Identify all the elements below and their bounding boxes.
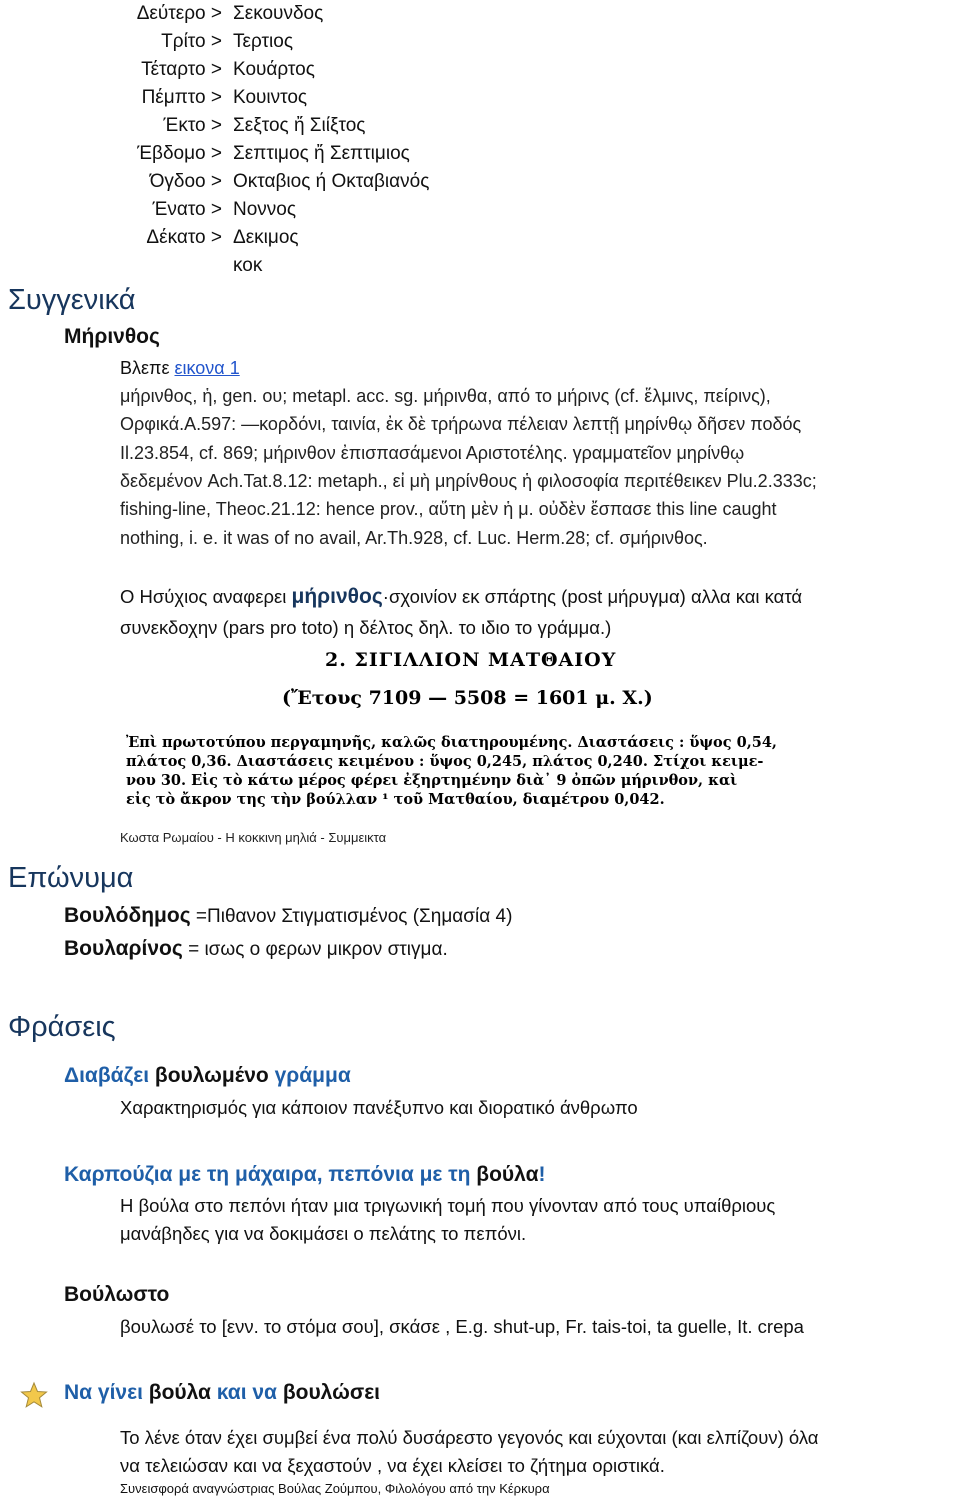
section-heading-fraseis: Φράσεις [8,1011,116,1043]
hesychius-suffix: ·σχοινίον εκ σπάρτης (post μήρυγμα) αλλα και κατά [382,586,803,607]
star-icon [20,1381,48,1409]
scan-text-line: εἰς τὸ ἄκρον της τὴν βούλλαν ¹ τοῦ Ματθαίου, διαμέτρου 0,042. [126,791,665,808]
scan-caption: Κωστα Ρωμαίου - Η κοκκινη μηλιά - Συμμεικτα [120,830,387,845]
see-prefix: Βλεπε [120,358,175,378]
phrase-part: γράμμα [268,1064,351,1087]
phrase-description: βουλωσέ το [ενν. το στόμα σου], σκάσε , E.g. shut-up, Fr. tais-toi, ta guelle, It. crepa [120,1316,804,1337]
see-figure-line [120,358,240,379]
ordinal-latin-name: Κουιντος [233,87,308,108]
phrase-title: Βούλωστο [64,1283,170,1306]
ordinal-greek: Ένατο > [152,199,222,220]
ordinal-latin-name: Σεπτιμος ἤ Σεπτιμιος [233,143,410,164]
phrase-part: Διαβάζει [64,1064,155,1087]
hesychius-word: μήρινθος [291,585,383,608]
phrase-description: μανάβηδες για να δοκιμάσει ο πελάτης το πεπόνι. [120,1223,527,1244]
phrase-part: Να γίνει [64,1381,149,1404]
surname-name: Βουλόδημος [64,904,191,927]
ordinal-latin-name: Σεξτος ἤ Σιίξτος [233,115,366,136]
phrase-keyword: βούλα [148,1381,211,1404]
ordinal-greek: Τέταρτο > [141,59,222,80]
ordinal-greek: Έκτο > [163,115,222,136]
lexicon-line: fishing-line, Theoc.21.12: hence prov., αὕτη μὲν ἡ μ. οὐδὲν ἔσπασε this line caught [120,499,777,519]
phrase-part: και να [210,1381,283,1404]
ordinal-latin-name: Κουάρτος [233,59,315,80]
surname-entry [64,904,512,928]
phrase-part: Καρπούζια με τη μάχαιρα, πεπόνια με τη [64,1163,477,1186]
phrase-title [64,1163,545,1187]
scan-text-line: πλάτος 0,36. Διαστάσεις κειμένου : ὕψος 0,245, πλάτος 0,240. Στίχοι κειμε- [126,753,764,770]
phrase-part: ! [538,1163,546,1186]
phrase-keyword: βουλώσει [282,1381,381,1404]
lexicon-line: δεδεμένον Ach.Tat.8.12: metaph., εἰ μὴ μηρίνθους ἡ φιλοσοφία περιτέθεικεν Plu.2.333c; [120,471,817,491]
phrase-description: Η βούλα στο πεπόνι ήταν μια τριγωνική τομή που γίνονταν από τους υπαίθριους [120,1195,776,1216]
scan-year: (Ἔτους 7109 — 5508 = 1601 μ. Χ.) [282,687,653,709]
ordinal-greek: Έβδομο > [137,143,222,164]
lexicon-line: Ορφικά.Α.597: —κορδόνι, ταινία, ἐκ δὲ τρήρωνα πέλειαν λεπτῇ μηρίνθῳ δῆσεν ποδός [120,414,802,434]
surname-desc: =Πιθανον Στιγματισμένος (Σημασία 4) [190,906,513,927]
figure-link[interactable]: εικονα 1 [174,358,240,378]
lexicon-line: nothing, i. e. it was of no avail, Ar.Th.928, cf. Luc. Herm.28; cf. σμήρινθος. [120,528,708,548]
ordinal-greek: Δέκατο > [146,227,222,248]
lexicon-line: Il.23.854, cf. 869; μήρινθον ἐπισπασάμενοι Αριστοτέλης. γραμματεῖον μηρίνθῳ [120,443,745,463]
ordinal-greek: Πέμπτο > [141,87,222,108]
ordinal-latin-name: Σεκουνδος [233,3,324,24]
scan-title: 2. ΣΙΓΙΛΛΙΟΝ ΜΑΤΘΑΙΟΥ [325,649,617,671]
hesychius-line [120,585,802,609]
ordinal-latin-name: Νοννος [233,199,297,220]
ordinal-latin-name: κοκ [233,255,263,276]
phrase-title [64,1064,351,1088]
scan-text-line: νου 30. Εἰς τὸ κάτω μέρος φέρει ἐξηρτημένην διὰ᾽ 9 ὀπῶν μήρινθον, καὶ [126,772,738,789]
surname-entry [64,937,448,961]
scanned-document-excerpt [110,645,790,830]
phrase-description: Το λένε όταν έχει συμβεί ένα πολύ δυσάρεστο γεγονός και εύχονται (και ελπίζουν) όλα [120,1427,819,1448]
surname-desc: = ισως ο φερων μικρον στιγμα. [182,939,448,960]
ordinal-latin-name: Τερτιος [233,31,293,52]
ordinal-greek: Όγδοο > [149,171,222,192]
phrase-description: να τελειώσαν και να ξεχαστούν , να έχει κλείσει το ζήτημα οριστικά. [120,1455,665,1476]
ordinal-greek: Τρίτο > [161,31,222,52]
lexicon-line: μήρινθος, ἡ, gen. ου; metapl. acc. sg. μήρινθα, από το μήρινς (cf. ἕλμινς, πείρινς), [120,386,771,406]
scan-text-line: Ἐπὶ πρωτοτύπου περγαμηνῆς, καλῶς διατηρουμένης. Διαστάσεις : ὕψος 0,54, [126,734,777,751]
contribution-credit: Συνεισφορά αναγνώστριας Βούλας Ζούμπου, Φιλολόγου από την Κέρκυρα [120,1481,550,1496]
hesychius-line-2: συνεκδοχην (pars pro toto) η δέλτος δηλ. το ιδιο το γράμμα.) [120,617,612,638]
section-heading-syggenika: Συγγενικά [8,284,136,316]
phrase-description: Χαρακτηρισμός για κάποιον πανέξυπνο και διορατικό άνθρωπο [120,1097,638,1118]
ordinal-latin-name: Οκταβιος ή Οκταβιανός [233,171,430,192]
phrase-title [64,1381,380,1405]
phrase-keyword: βουλωμένο [154,1064,269,1087]
word-heading-mirinthos: Μήρινθος [64,325,160,348]
section-heading-eponyma: Επώνυμα [8,862,134,894]
ordinal-greek: Δεύτερο > [136,3,222,24]
ordinal-latin-name: Δεκιμος [233,227,299,248]
surname-name: Βουλαρίνος [64,937,183,960]
phrase-keyword: βούλα [476,1163,539,1186]
hesychius-prefix: Ο Ησύχιος αναφερει [120,586,292,607]
